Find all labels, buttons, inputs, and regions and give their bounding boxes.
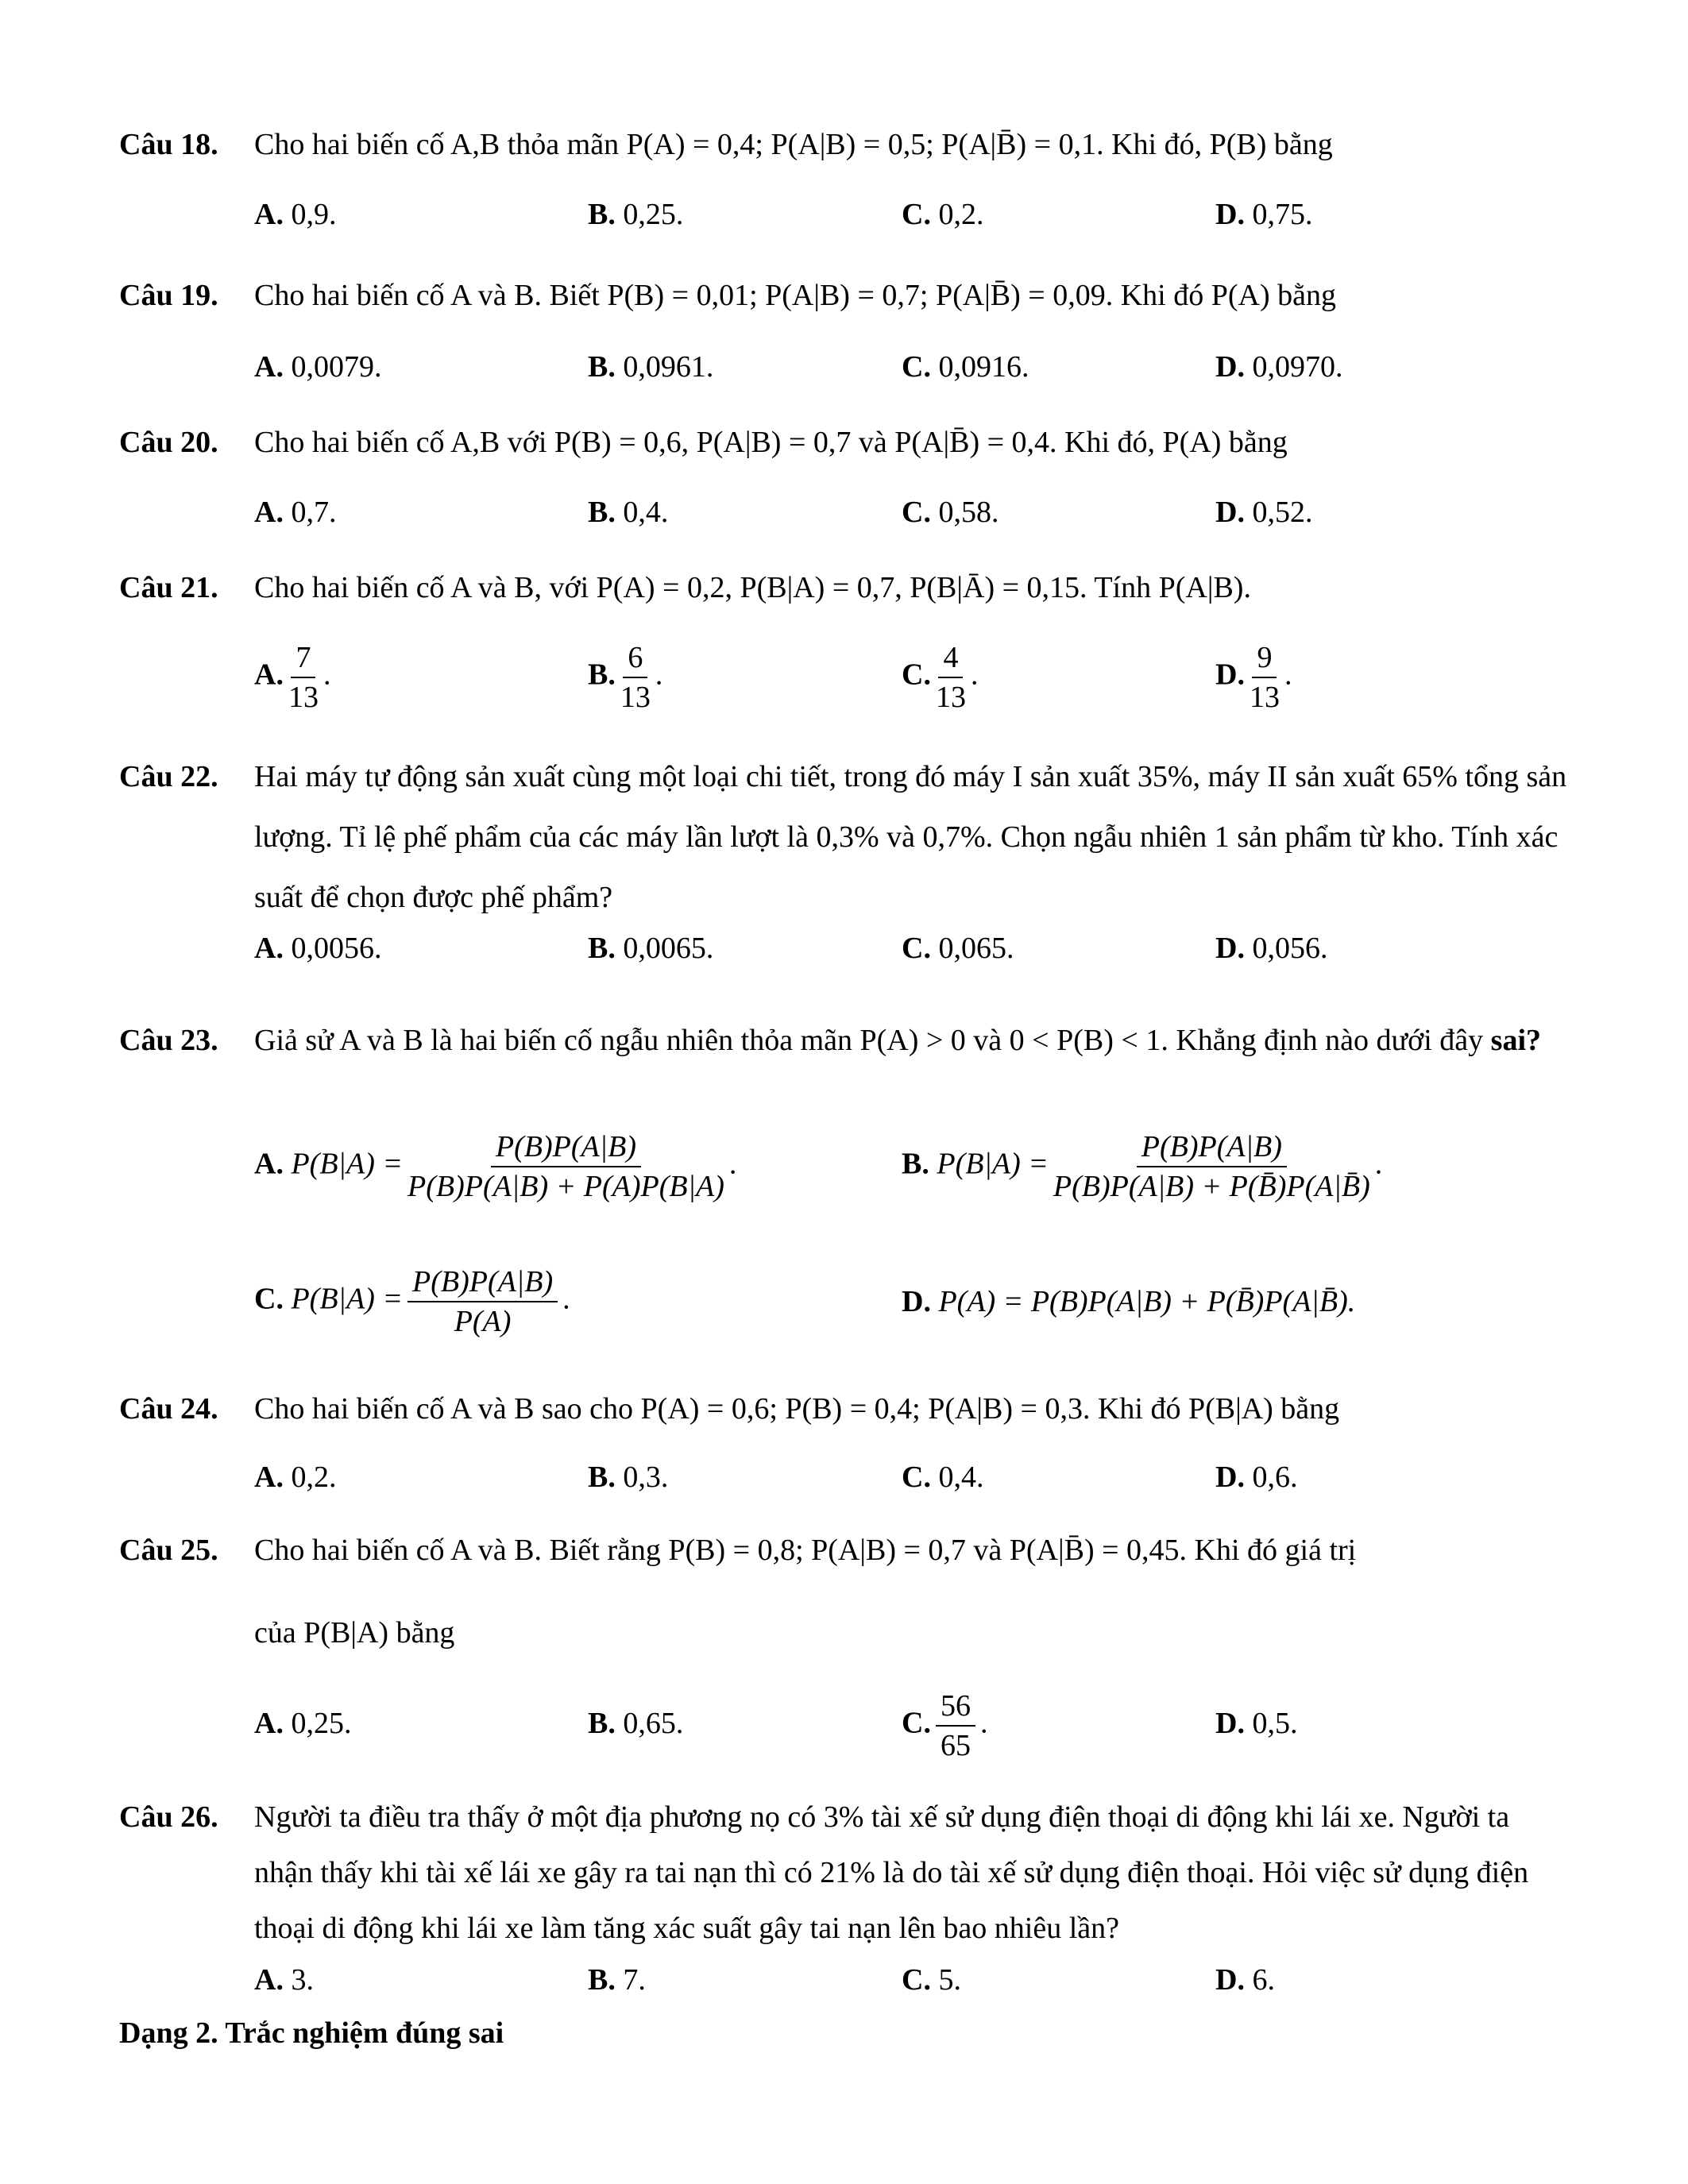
option-d[interactable]: D. 0,75. <box>1215 198 1313 231</box>
option-a[interactable]: A. 0,9. <box>254 198 337 231</box>
question-text: Giả sử A và B là hai biến cố ngẫu nhiên thỏa mãn P(A) > 0 và 0 < P(B) < 1. Khẳng định nào dưới đây sai? <box>254 1024 1542 1057</box>
option-c[interactable]: C. P(B|A) = $\frac{P(B)P(A|B)}{P(A)}$ . <box>254 1265 570 1338</box>
option-b[interactable]: B. 0,4. <box>588 496 669 529</box>
question-label: Câu 20. <box>119 426 218 459</box>
option-a[interactable]: A. 0,0056. <box>254 932 382 965</box>
option-b[interactable]: B. 0,65. <box>588 1707 684 1740</box>
option-d[interactable]: D. 0,5. <box>1215 1707 1298 1740</box>
question-24 <box>119 1391 1573 1494</box>
option-a[interactable]: A. 0,7. <box>254 496 337 529</box>
question-text: Cho hai biến cố A,B thỏa mãn P(A) = 0,4; P(A|B) = 0,5; P(A|B̄) = 0,1. Khi đó, P(B) bằng <box>254 128 1333 161</box>
option-d[interactable]: D. 0,0970. <box>1215 350 1343 384</box>
option-b[interactable]: B. 0,3. <box>588 1461 669 1494</box>
question-label: Câu 23. <box>119 1024 218 1057</box>
option-a[interactable]: A. 0,2. <box>254 1461 337 1494</box>
option-d[interactable]: D. 6. <box>1215 1963 1275 1997</box>
question-label: Câu 25. <box>119 1534 218 1567</box>
option-c[interactable]: C. 0,0916. <box>902 350 1029 384</box>
option-d[interactable]: D. 0,52. <box>1215 496 1313 529</box>
question-label: Câu 22. <box>119 760 218 793</box>
bold-keyword: sai? <box>1490 1024 1542 1057</box>
option-a[interactable]: A. 0,25. <box>254 1707 352 1740</box>
option-c[interactable]: C. 5. <box>902 1963 961 1997</box>
option-a[interactable]: A. 0,0079. <box>254 350 382 384</box>
question-25 <box>119 1533 1573 1762</box>
option-c[interactable]: C. 0,2. <box>902 198 984 231</box>
option-b[interactable]: B. 0,0065. <box>588 932 714 965</box>
question-text: Cho hai biến cố A,B với P(B) = 0,6, P(A|B) = 0,7 và P(A|B̄) = 0,4. Khi đó, P(A) bằng <box>254 426 1288 459</box>
section-heading: Dạng 2. Trắc nghiệm đúng sai <box>119 2016 504 2050</box>
option-b[interactable]: B. 0,0961. <box>588 350 714 384</box>
option-d[interactable]: D. 0,6. <box>1215 1461 1298 1494</box>
question-text: Người ta điều tra thấy ở một địa phương nọ có 3% tài xế sử dụng điện thoại di động khi lái xe. Người ta nhận thấy khi tài xế lái xe gây ra tai nạn thì có 21% là do tài xế sử dụng điện thoại. Hỏi việc sử dụng điện thoại di động khi lái xe làm tăng xác suất gây tai nạn lên bao nhiêu lần? <box>254 1800 1529 1945</box>
question-18 <box>119 127 1573 231</box>
question-19 <box>119 278 1573 384</box>
option-d[interactable]: D. 0,056. <box>1215 932 1328 965</box>
option-a[interactable]: A. 3. <box>254 1963 314 1997</box>
option-b[interactable]: B. 7. <box>588 1963 646 1997</box>
question-text: Cho hai biến cố A và B. Biết rằng P(B) = 0,8; P(A|B) = 0,7 và P(A|B̄) = 0,45. Khi đó giá trị <box>254 1534 1357 1567</box>
question-text: Hai máy tự động sản xuất cùng một loại chi tiết, trong đó máy I sản xuất 35%, máy II sản xuất 65% tổng sản lượng. Tỉ lệ phế phẩm của các máy lần lượt là 0,3% và 0,7%. Chọn ngẫu nhiên 1 sản phẩm từ kho. Tính xác suất để chọn được phế phẩm? <box>254 760 1567 914</box>
option-d[interactable]: D. P(A) = P(B)P(A|B) + P(B̄)P(A|B̄). <box>902 1285 1356 1318</box>
question-label: Câu 24. <box>119 1392 218 1426</box>
question-text: Cho hai biến cố A và B. Biết P(B) = 0,01; P(A|B) = 0,7; P(A|B̄) = 0,09. Khi đó P(A) bằng <box>254 279 1336 312</box>
option-d[interactable]: D. $\frac{9}{13}$ . <box>1215 641 1292 714</box>
question-text-continued: của P(B|A) bằng <box>254 1616 455 1650</box>
option-b[interactable]: B. 0,25. <box>588 198 684 231</box>
question-text: Cho hai biến cố A và B sao cho P(A) = 0,6; P(B) = 0,4; P(A|B) = 0,3. Khi đó P(B|A) bằng <box>254 1392 1340 1426</box>
option-c[interactable]: C. $\frac{56}{65}$ . <box>902 1689 988 1762</box>
question-text: Cho hai biến cố A và B, với P(A) = 0,2, P(B|A) = 0,7, P(B|Ā) = 0,15. Tính P(A|B). <box>254 571 1251 604</box>
question-23 <box>119 1010 1573 1338</box>
option-a[interactable]: A. P(B|A) = $\frac{P(B)P(A|B)}{P(B)P(A|B) + P(A)P(B|A)}$ . <box>254 1130 737 1203</box>
option-b[interactable]: B. P(B|A) = $\frac{P(B)P(A|B)}{P(B)P(A|B) + P(B̄)P(A|B̄)}$ . <box>902 1130 1383 1203</box>
question-26 <box>119 1789 1573 1997</box>
question-22 <box>119 747 1573 965</box>
option-c[interactable]: C. $\frac{4}{13}$ . <box>902 641 979 714</box>
option-c[interactable]: C. 0,4. <box>902 1461 984 1494</box>
question-label: Câu 18. <box>119 128 218 161</box>
question-21 <box>119 570 1573 714</box>
option-a[interactable]: A. $\frac{7}{13}$ . <box>254 641 331 714</box>
option-c[interactable]: C. 0,065. <box>902 932 1014 965</box>
option-c[interactable]: C. 0,58. <box>902 496 999 529</box>
option-b[interactable]: B. $\frac{6}{13}$ . <box>588 641 663 714</box>
question-label: Câu 26. <box>119 1800 218 1834</box>
question-20 <box>119 425 1573 529</box>
question-label: Câu 21. <box>119 571 218 604</box>
question-label: Câu 19. <box>119 279 218 312</box>
